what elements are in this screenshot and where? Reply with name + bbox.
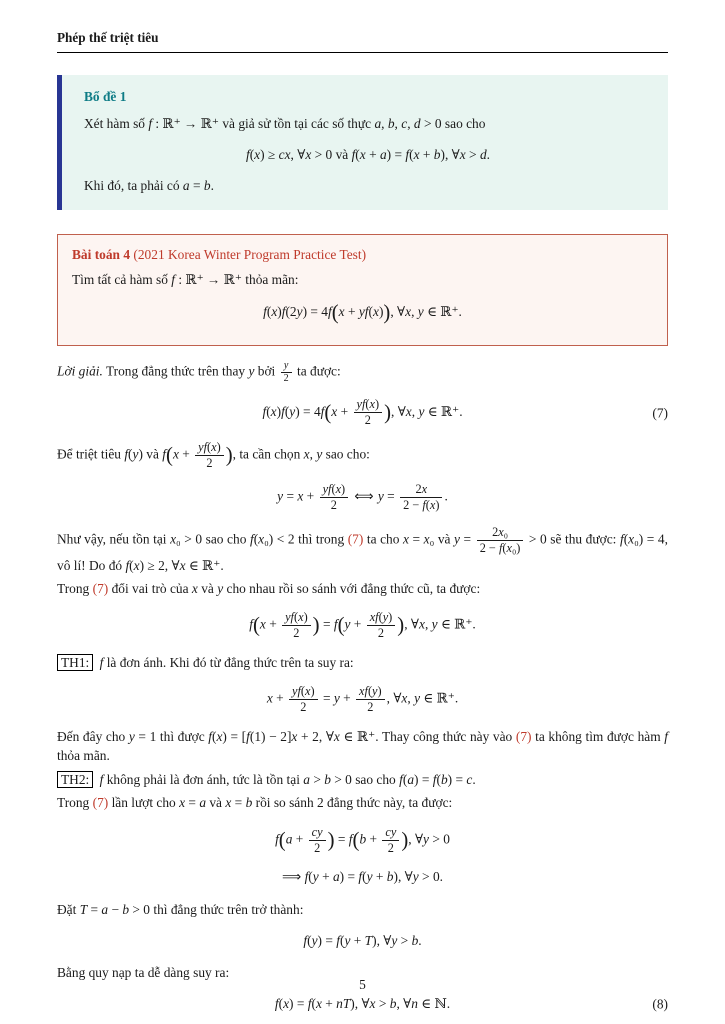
page-number: 5 <box>359 976 366 992</box>
case1-intro: TH1: f là đơn ánh. Khi đó từ đẳng thức trên ta suy ra: <box>57 653 668 672</box>
problem-box <box>57 234 668 346</box>
case1-conclusion: Đến đây cho y = 1 thì được f(x) = [f(1) − 2]x + 2, ∀x ∈ ℝ⁺. Thay công thức này vào (7) ta không tìm được hàm f thỏa mãn. <box>57 728 668 764</box>
problem-source: (2021 Korea Winter Program Practice Test) <box>130 246 367 262</box>
solution-intro: Lời giải. Trong đẳng thức trên thay y bởi $\frac{y}{2}$ ta được: <box>57 360 341 385</box>
eqref-link[interactable]: (7) <box>92 795 109 811</box>
problem-statement: Tìm tất cả hàm số f : ℝ⁺ → ℝ⁺ thỏa mãn: <box>72 272 299 288</box>
case2-compare: Trong (7) lần lượt cho x = a và x = b rồi so sánh 2 đẳng thức này, ta được: <box>57 795 453 811</box>
equation-7-body: f(x)f(y) = 4f(x + $\frac{yf(x)}{2}$ ), ∀x, y ∈ ℝ⁺. <box>262 397 463 428</box>
solution-section <box>57 360 668 1013</box>
lemma-intro: Xét hàm số f : ℝ⁺ → ℝ⁺ và giả sử tồn tại các số thực a, b, c, d > 0 sao cho <box>84 115 486 131</box>
equation-8-tag: (8) <box>652 996 668 1012</box>
equation-8 <box>57 994 668 1013</box>
page-header <box>57 28 668 53</box>
case2-equation-equal: f(a + $\frac{cy}{2}$ ) = f(b + $\frac{cy}{2}$ ), ∀y > 0 <box>275 824 450 855</box>
equation-choose-y: y = x + $\frac{yf(x)}{2}$ ⟺ y = $\frac{2x}{2 - f(x)}$ . <box>277 482 448 513</box>
para-contradiction: Như vậy, nếu tồn tại x₀ > 0 sao cho f(x₀) < 2 thì trong (7) ta cho x = x₀ và y = $\frac{\text{2x₀}}{\text{2 − f(x₀)}}$ > 0 sẽ thu được: f(x₀) = 4, vô lí! Do đó f(x) ≥ 2, ∀x ∈ ℝ⁺. <box>57 524 668 573</box>
case2-equation-implies: ⟹ f(y + a) = f(y + b), ∀y > 0. <box>282 869 443 886</box>
lemma-outro: Khi đó, ta phải có a = b. <box>84 178 214 194</box>
case-label: TH1: <box>57 654 93 671</box>
eqref-link[interactable]: (7) <box>347 531 364 547</box>
problem-head <box>72 245 653 264</box>
equation-swapped: f(x + $\frac{yf(x)}{2}$ ) = f(y + $\frac{xf(y)}{2}$ ), ∀x, y ∈ ℝ⁺. <box>249 610 476 641</box>
lemma-box <box>57 75 668 210</box>
equation-8-body: f(x) = f(x + nT), ∀x > b, ∀n ∈ ℕ. <box>274 996 451 1012</box>
para-swap-roles: Trong (7) đổi vai trò của x và y cho nhau rồi so sánh với đẳng thức cũ, ta được: <box>57 580 481 596</box>
header-title: Phép thế triệt tiêu <box>57 30 159 45</box>
case2-equation-T: f(y) = f(y + T), ∀y > b. <box>303 933 422 949</box>
para-cancel: Để triệt tiêu f(y) và f(x + $\frac{yf(x)}{2}$ ), ta cần chọn x, y sao cho: <box>57 439 370 470</box>
case2-set-T: Đặt T = a − b > 0 thì đẳng thức trên trở thành: <box>57 901 304 917</box>
eqref-link[interactable]: (7) <box>515 728 532 744</box>
problem-title: Bài toán 4 <box>72 246 131 262</box>
problem-equation: f(x)f(2y) = 4f(x + yf(x)), ∀x, y ∈ ℝ⁺. <box>263 301 462 324</box>
lemma-title: Bổ đề 1 <box>84 89 127 105</box>
case-label: TH2: <box>57 771 93 788</box>
case2-intro: TH2: f không phải là đơn ánh, tức là tồn tại a > b > 0 sao cho f(a) = f(b) = c. <box>57 770 668 789</box>
case1-equation: x + $\frac{yf(x)}{2}$ = y + $\frac{xf(y)}{2}$ , ∀x, y ∈ ℝ⁺. <box>266 684 459 715</box>
eqref-link[interactable]: (7) <box>92 580 109 596</box>
lemma-equation: f(x) ≥ cx, ∀x > 0 và f(x + a) = f(x + b), ∀x > d. <box>245 147 491 163</box>
equation-7-tag: (7) <box>652 404 668 420</box>
equation-7 <box>57 397 668 428</box>
case2-induction: Bằng quy nạp ta dễ dàng suy ra: <box>57 964 230 980</box>
